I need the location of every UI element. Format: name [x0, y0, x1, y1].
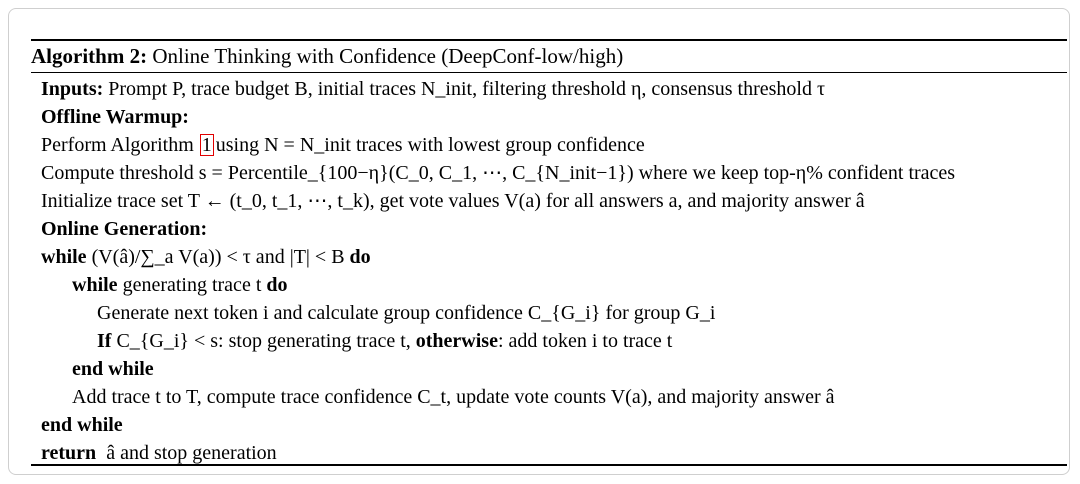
- while-inner-keyword: while: [72, 274, 118, 296]
- offline-warmup-heading: Offline Warmup:: [41, 106, 189, 128]
- end-while-outer: end while: [41, 414, 123, 436]
- while-outer-line: [41, 244, 371, 270]
- end-while-inner: end while: [72, 358, 154, 380]
- while-outer-condition: (V(â)/∑_a V(a)) < τ and |T| < B: [91, 246, 345, 268]
- algorithm-ref-link[interactable]: 1: [201, 134, 212, 156]
- inputs-description: Prompt P, trace budget B, initial traces N_init, filtering threshold η, consensus threshold τ: [108, 78, 825, 100]
- do-inner-keyword: do: [266, 274, 288, 296]
- return-value: â and stop generation: [106, 442, 277, 464]
- return-line: [41, 440, 277, 466]
- algorithm-title-text: Online Thinking with Confidence (DeepConf-low/high): [152, 44, 624, 68]
- otherwise-action: : add token i to trace t: [497, 330, 673, 352]
- top-rule: [31, 39, 1067, 41]
- return-keyword: return: [41, 442, 97, 464]
- while-keyword: while: [41, 246, 87, 268]
- online-generation-heading: Online Generation:: [41, 218, 208, 240]
- compute-threshold-line: Compute threshold s = Percentile_{100−η}(C_0, C_1, ⋯, C_{N_init−1}) where we keep top-η% confident traces: [41, 162, 956, 184]
- if-keyword: If: [97, 330, 112, 352]
- algorithm-title: [31, 43, 623, 69]
- inputs-line: [41, 76, 825, 102]
- perform-prefix: Perform Algorithm: [41, 134, 194, 156]
- bottom-rule: [31, 464, 1067, 466]
- inputs-keyword: Inputs:: [41, 78, 104, 100]
- title-rule: [31, 72, 1067, 73]
- if-line: [97, 328, 672, 354]
- generate-token-line: Generate next token i and calculate group confidence C_{G_i} for group G_i: [97, 302, 716, 324]
- algorithm-card: [8, 8, 1070, 475]
- add-trace-line: Add trace t to T, compute trace confidence C_t, update vote counts V(a), and majority answer â: [72, 386, 835, 408]
- while-inner-line: [72, 272, 288, 298]
- if-condition: C_{G_i} < s: stop generating trace t,: [116, 330, 411, 352]
- algorithm-label: Algorithm 2:: [31, 44, 148, 68]
- initialize-line: Initialize trace set T ← (t_0, t_1, ⋯, t_k), get vote values V(a) for all answers a, and majority answer â: [41, 190, 865, 212]
- perform-suffix: using N = N_init traces with lowest group confidence: [215, 134, 645, 156]
- do-keyword: do: [349, 246, 371, 268]
- perform-algorithm-line: [41, 132, 645, 158]
- otherwise-keyword: otherwise: [415, 330, 498, 352]
- while-inner-condition: generating trace t: [122, 274, 262, 296]
